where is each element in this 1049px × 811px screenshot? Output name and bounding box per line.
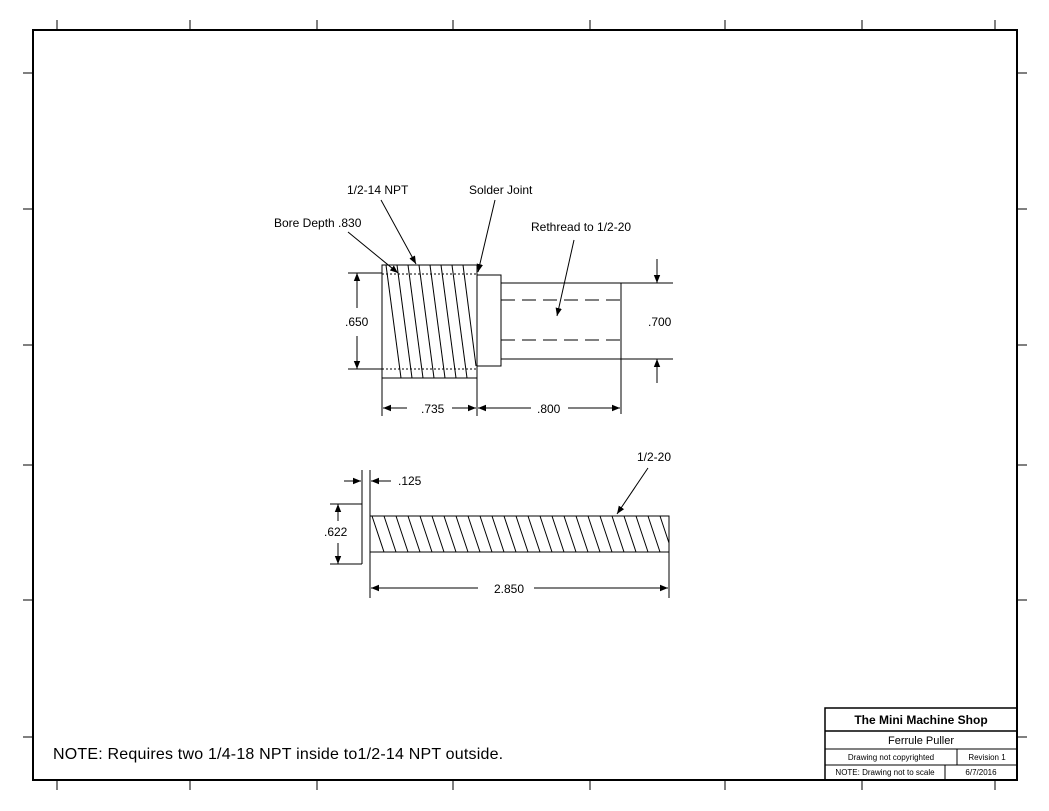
- rod-view: [324, 450, 671, 598]
- drawing-border: [33, 30, 1017, 780]
- npt-thread-lines: [386, 265, 476, 378]
- dim-622-text: .622: [324, 525, 348, 539]
- zone-ticks: [23, 20, 1027, 790]
- dim-125-text: .125: [398, 474, 422, 488]
- solder-joint-label: Solder Joint: [469, 183, 533, 197]
- dim-700-text: .700: [648, 315, 672, 329]
- npt-thread-label: 1/2-14 NPT: [347, 183, 409, 197]
- dim-800-text: .800: [537, 402, 561, 416]
- dim-735-text: .735: [421, 402, 445, 416]
- rod-thread-lines: [372, 516, 669, 552]
- bore-depth-label: Bore Depth .830: [274, 216, 362, 230]
- rod-body: [370, 516, 669, 552]
- rethread-leader: [557, 240, 574, 316]
- copyright-note: Drawing not copyrighted: [847, 753, 935, 762]
- rod-thread-label: 1/2-20: [637, 450, 672, 464]
- rethread-label: Rethread to 1/2-20: [531, 220, 632, 234]
- solder-joint-leader: [478, 200, 495, 272]
- rod-thread-leader: [617, 468, 648, 514]
- dim-650-text: .650: [345, 315, 369, 329]
- company-name: The Mini Machine Shop: [854, 713, 988, 727]
- title-block: [825, 708, 1017, 780]
- npt-thread-section: [382, 265, 477, 378]
- solder-joint-collar: [477, 275, 501, 366]
- dim-2850-text: 2.850: [494, 582, 525, 596]
- drawing-date: 6/7/2016: [965, 768, 997, 777]
- part-name: Ferrule Puller: [887, 735, 955, 747]
- npt-thread-leader: [381, 200, 416, 264]
- requirements-note: NOTE: Requires two 1/4-18 NPT inside to1/2-14 NPT outside.: [53, 746, 504, 763]
- scale-note: NOTE: Drawing not to scale: [835, 768, 935, 777]
- revision: Revision 1: [968, 753, 1006, 762]
- bore-depth-leader: [348, 232, 398, 273]
- body-view: [274, 183, 673, 416]
